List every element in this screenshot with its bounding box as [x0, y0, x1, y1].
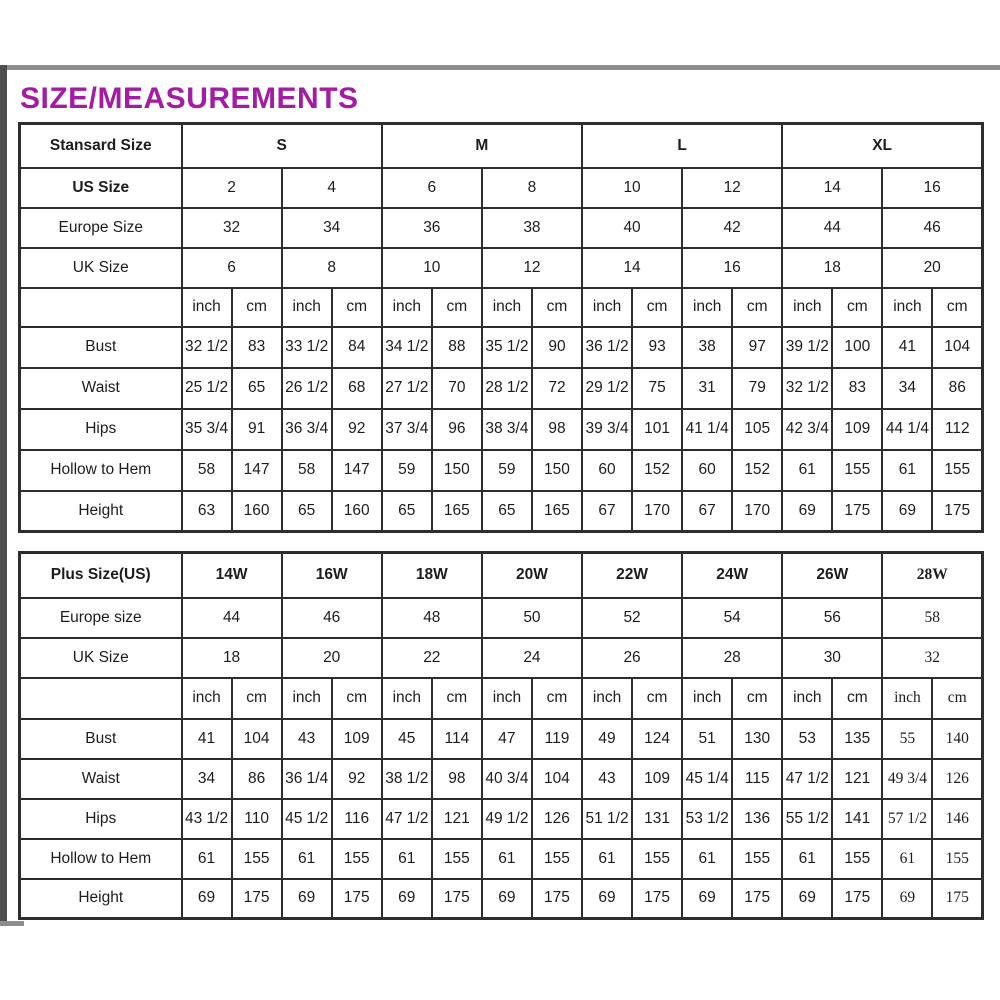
value-cell: 109: [632, 759, 682, 799]
value-cell: 135: [832, 719, 882, 759]
value-cell: 165: [532, 491, 582, 532]
value-cell: 175: [632, 879, 682, 919]
size-value-cell: 36: [382, 208, 482, 248]
unit-cell: cm: [432, 678, 482, 719]
unit-cell: cm: [932, 288, 982, 327]
value-cell: 147: [332, 450, 382, 491]
size-value-cell: 40: [582, 208, 682, 248]
unit-cell: inch: [282, 678, 332, 719]
value-cell: 175: [932, 491, 982, 532]
value-cell: 92: [332, 409, 382, 450]
value-cell: 26 1/2: [282, 368, 332, 409]
value-cell: 115: [732, 759, 782, 799]
value-cell: 61: [782, 450, 832, 491]
value-cell: 96: [432, 409, 482, 450]
empty-cell: [20, 288, 182, 327]
value-cell: 60: [682, 450, 732, 491]
size-value-cell: 12: [482, 248, 582, 288]
value-cell: 104: [532, 759, 582, 799]
value-cell: 90: [532, 327, 582, 368]
value-cell: 69: [782, 491, 832, 532]
page-title: SIZE/MEASUREMENTS: [20, 82, 359, 115]
size-header-cell: M: [382, 124, 582, 168]
size-value-cell: 8: [282, 248, 382, 288]
plus-table: [18, 551, 984, 920]
unit-cell: cm: [332, 678, 382, 719]
row-label: Hollow to Hem: [20, 450, 182, 491]
size-conversion-row: [20, 248, 983, 288]
unit-cell: inch: [182, 288, 232, 327]
measurement-row: [20, 327, 983, 368]
size-header-cell: 28W: [882, 553, 982, 598]
value-cell: 59: [382, 450, 432, 491]
size-value-cell: 22: [382, 638, 482, 678]
measurement-row: [20, 491, 983, 532]
standard-size-table: [18, 122, 984, 533]
size-header-cell: 26W: [782, 553, 882, 598]
value-cell: 165: [432, 491, 482, 532]
value-cell: 105: [732, 409, 782, 450]
size-value-cell: 20: [282, 638, 382, 678]
value-cell: 98: [432, 759, 482, 799]
value-cell: 69: [682, 879, 732, 919]
size-value-cell: 48: [382, 598, 482, 638]
unit-cell: inch: [282, 288, 332, 327]
value-cell: 31: [682, 368, 732, 409]
value-cell: 44 1/4: [882, 409, 932, 450]
size-header-cell: S: [182, 124, 382, 168]
value-cell: 61: [282, 839, 332, 879]
unit-cell: inch: [582, 288, 632, 327]
size-value-cell: 12: [682, 168, 782, 208]
value-cell: 68: [332, 368, 382, 409]
size-header-cell: 14W: [182, 553, 282, 598]
value-cell: 93: [632, 327, 682, 368]
size-conversion-row: [20, 168, 983, 208]
unit-cell: cm: [732, 288, 782, 327]
row-label: Bust: [20, 327, 182, 368]
size-value-cell: 18: [182, 638, 282, 678]
value-cell: 88: [432, 327, 482, 368]
size-value-cell: 54: [682, 598, 782, 638]
row-label: UK Size: [20, 638, 182, 678]
size-value-cell: 50: [482, 598, 582, 638]
value-cell: 61: [782, 839, 832, 879]
value-cell: 69: [882, 879, 932, 919]
size-header-row: [20, 553, 983, 598]
value-cell: 109: [832, 409, 882, 450]
unit-cell: inch: [682, 288, 732, 327]
size-value-cell: 14: [782, 168, 882, 208]
value-cell: 155: [932, 839, 982, 879]
value-cell: 29 1/2: [582, 368, 632, 409]
value-cell: 43 1/2: [182, 799, 232, 839]
value-cell: 175: [332, 879, 382, 919]
value-cell: 86: [932, 368, 982, 409]
size-value-cell: 14: [582, 248, 682, 288]
value-cell: 160: [232, 491, 282, 532]
value-cell: 65: [232, 368, 282, 409]
value-cell: 70: [432, 368, 482, 409]
size-value-cell: 16: [882, 168, 982, 208]
value-cell: 69: [582, 879, 632, 919]
unit-cell: cm: [932, 678, 982, 719]
unit-cell: cm: [532, 288, 582, 327]
value-cell: 61: [882, 839, 932, 879]
size-conversion-row: [20, 598, 983, 638]
value-cell: 72: [532, 368, 582, 409]
size-header-cell: XL: [782, 124, 982, 168]
standard-table: [18, 122, 984, 533]
value-cell: 58: [282, 450, 332, 491]
unit-cell: cm: [532, 678, 582, 719]
size-value-cell: 24: [482, 638, 582, 678]
size-header-cell: 22W: [582, 553, 682, 598]
value-cell: 126: [932, 759, 982, 799]
unit-cell: cm: [732, 678, 782, 719]
unit-cell: cm: [832, 288, 882, 327]
value-cell: 114: [432, 719, 482, 759]
row-label: Hips: [20, 799, 182, 839]
value-cell: 69: [382, 879, 432, 919]
value-cell: 38 3/4: [482, 409, 532, 450]
value-cell: 150: [532, 450, 582, 491]
size-value-cell: 26: [582, 638, 682, 678]
value-cell: 155: [832, 839, 882, 879]
value-cell: 61: [482, 839, 532, 879]
value-cell: 155: [632, 839, 682, 879]
value-cell: 49: [582, 719, 632, 759]
value-cell: 75: [632, 368, 682, 409]
measurement-row: [20, 879, 983, 919]
value-cell: 25 1/2: [182, 368, 232, 409]
value-cell: 155: [332, 839, 382, 879]
value-cell: 34: [882, 368, 932, 409]
value-cell: 51 1/2: [582, 799, 632, 839]
unit-cell: cm: [432, 288, 482, 327]
value-cell: 47: [482, 719, 532, 759]
unit-cell: inch: [782, 678, 832, 719]
value-cell: 79: [732, 368, 782, 409]
value-cell: 119: [532, 719, 582, 759]
size-value-cell: 44: [782, 208, 882, 248]
value-cell: 69: [182, 879, 232, 919]
size-value-cell: 46: [882, 208, 982, 248]
value-cell: 101: [632, 409, 682, 450]
value-cell: 65: [282, 491, 332, 532]
value-cell: 175: [732, 879, 782, 919]
value-cell: 41: [182, 719, 232, 759]
measurement-row: [20, 450, 983, 491]
value-cell: 110: [232, 799, 282, 839]
value-cell: 121: [432, 799, 482, 839]
unit-cell: inch: [782, 288, 832, 327]
measurement-row: [20, 759, 983, 799]
unit-cell: inch: [682, 678, 732, 719]
size-conversion-row: [20, 638, 983, 678]
value-cell: 45 1/2: [282, 799, 332, 839]
size-value-cell: 30: [782, 638, 882, 678]
row-label: Waist: [20, 368, 182, 409]
row-label: Height: [20, 491, 182, 532]
value-cell: 124: [632, 719, 682, 759]
value-cell: 61: [382, 839, 432, 879]
value-cell: 60: [582, 450, 632, 491]
value-cell: 69: [282, 879, 332, 919]
row-label: Europe size: [20, 598, 182, 638]
value-cell: 121: [832, 759, 882, 799]
value-cell: 175: [532, 879, 582, 919]
unit-cell: inch: [482, 288, 532, 327]
row-label: Bust: [20, 719, 182, 759]
value-cell: 152: [632, 450, 682, 491]
size-header-cell: 24W: [682, 553, 782, 598]
size-header-cell: 18W: [382, 553, 482, 598]
value-cell: 147: [232, 450, 282, 491]
value-cell: 152: [732, 450, 782, 491]
value-cell: 38: [682, 327, 732, 368]
value-cell: 39 3/4: [582, 409, 632, 450]
value-cell: 69: [482, 879, 532, 919]
value-cell: 39 1/2: [782, 327, 832, 368]
size-header-cell: 20W: [482, 553, 582, 598]
value-cell: 116: [332, 799, 382, 839]
value-cell: 109: [332, 719, 382, 759]
value-cell: 112: [932, 409, 982, 450]
value-cell: 36 3/4: [282, 409, 332, 450]
size-value-cell: 10: [582, 168, 682, 208]
unit-cell: inch: [382, 288, 432, 327]
size-header-cell: L: [582, 124, 782, 168]
value-cell: 155: [432, 839, 482, 879]
row-label: Hips: [20, 409, 182, 450]
value-cell: 155: [532, 839, 582, 879]
value-cell: 175: [832, 491, 882, 532]
value-cell: 150: [432, 450, 482, 491]
unit-cell: inch: [382, 678, 432, 719]
row-label: US Size: [20, 168, 182, 208]
value-cell: 155: [832, 450, 882, 491]
value-cell: 32 1/2: [782, 368, 832, 409]
plus-size-table: [18, 551, 984, 920]
value-cell: 27 1/2: [382, 368, 432, 409]
value-cell: 126: [532, 799, 582, 839]
value-cell: 136: [732, 799, 782, 839]
value-cell: 140: [932, 719, 982, 759]
value-cell: 34 1/2: [382, 327, 432, 368]
photo-frame-top-edge: [0, 65, 1000, 70]
value-cell: 63: [182, 491, 232, 532]
unit-row: [20, 288, 983, 327]
size-value-cell: 10: [382, 248, 482, 288]
value-cell: 35 1/2: [482, 327, 532, 368]
size-value-cell: 6: [182, 248, 282, 288]
value-cell: 53 1/2: [682, 799, 732, 839]
value-cell: 61: [182, 839, 232, 879]
value-cell: 146: [932, 799, 982, 839]
row-label: UK Size: [20, 248, 182, 288]
value-cell: 67: [682, 491, 732, 532]
size-conversion-row: [20, 208, 983, 248]
value-cell: 28 1/2: [482, 368, 532, 409]
table-header-label: Stansard Size: [20, 124, 182, 168]
value-cell: 53: [782, 719, 832, 759]
value-cell: 45: [382, 719, 432, 759]
unit-cell: cm: [232, 678, 282, 719]
measurement-row: [20, 368, 983, 409]
row-label: Europe Size: [20, 208, 182, 248]
value-cell: 40 3/4: [482, 759, 532, 799]
size-header-cell: 16W: [282, 553, 382, 598]
value-cell: 57 1/2: [882, 799, 932, 839]
value-cell: 36 1/4: [282, 759, 332, 799]
value-cell: 170: [732, 491, 782, 532]
row-label: Hollow to Hem: [20, 839, 182, 879]
size-value-cell: 52: [582, 598, 682, 638]
value-cell: 175: [432, 879, 482, 919]
value-cell: 69: [882, 491, 932, 532]
size-value-cell: 34: [282, 208, 382, 248]
value-cell: 98: [532, 409, 582, 450]
size-value-cell: 44: [182, 598, 282, 638]
size-value-cell: 46: [282, 598, 382, 638]
unit-cell: inch: [882, 678, 932, 719]
value-cell: 104: [932, 327, 982, 368]
unit-cell: cm: [632, 678, 682, 719]
value-cell: 84: [332, 327, 382, 368]
unit-row: [20, 678, 983, 719]
value-cell: 92: [332, 759, 382, 799]
row-label: Waist: [20, 759, 182, 799]
value-cell: 34: [182, 759, 232, 799]
measurement-row: [20, 409, 983, 450]
value-cell: 49 1/2: [482, 799, 532, 839]
value-cell: 51: [682, 719, 732, 759]
value-cell: 130: [732, 719, 782, 759]
value-cell: 175: [932, 879, 982, 919]
measurement-row: [20, 719, 983, 759]
unit-cell: cm: [632, 288, 682, 327]
value-cell: 61: [682, 839, 732, 879]
value-cell: 155: [732, 839, 782, 879]
value-cell: 41: [882, 327, 932, 368]
unit-cell: cm: [832, 678, 882, 719]
value-cell: 155: [232, 839, 282, 879]
unit-cell: inch: [182, 678, 232, 719]
value-cell: 65: [382, 491, 432, 532]
value-cell: 69: [782, 879, 832, 919]
value-cell: 36 1/2: [582, 327, 632, 368]
value-cell: 37 3/4: [382, 409, 432, 450]
value-cell: 33 1/2: [282, 327, 332, 368]
value-cell: 35 3/4: [182, 409, 232, 450]
value-cell: 86: [232, 759, 282, 799]
size-value-cell: 32: [882, 638, 982, 678]
value-cell: 83: [832, 368, 882, 409]
unit-cell: cm: [332, 288, 382, 327]
size-value-cell: 56: [782, 598, 882, 638]
row-label: Height: [20, 879, 182, 919]
unit-cell: inch: [482, 678, 532, 719]
value-cell: 58: [182, 450, 232, 491]
value-cell: 49 3/4: [882, 759, 932, 799]
value-cell: 47 1/2: [382, 799, 432, 839]
photo-frame-left-edge: [0, 65, 7, 923]
measurement-row: [20, 799, 983, 839]
value-cell: 65: [482, 491, 532, 532]
value-cell: 32 1/2: [182, 327, 232, 368]
value-cell: 41 1/4: [682, 409, 732, 450]
value-cell: 43: [282, 719, 332, 759]
size-value-cell: 20: [882, 248, 982, 288]
value-cell: 61: [582, 839, 632, 879]
value-cell: 45 1/4: [682, 759, 732, 799]
value-cell: 42 3/4: [782, 409, 832, 450]
value-cell: 175: [232, 879, 282, 919]
value-cell: 104: [232, 719, 282, 759]
size-value-cell: 42: [682, 208, 782, 248]
value-cell: 43: [582, 759, 632, 799]
value-cell: 55: [882, 719, 932, 759]
value-cell: 175: [832, 879, 882, 919]
value-cell: 91: [232, 409, 282, 450]
size-value-cell: 28: [682, 638, 782, 678]
measurement-row: [20, 839, 983, 879]
value-cell: 131: [632, 799, 682, 839]
value-cell: 38 1/2: [382, 759, 432, 799]
value-cell: 61: [882, 450, 932, 491]
size-value-cell: 2: [182, 168, 282, 208]
size-value-cell: 32: [182, 208, 282, 248]
empty-cell: [20, 678, 182, 719]
value-cell: 100: [832, 327, 882, 368]
value-cell: 67: [582, 491, 632, 532]
size-value-cell: 4: [282, 168, 382, 208]
value-cell: 83: [232, 327, 282, 368]
size-value-cell: 38: [482, 208, 582, 248]
value-cell: 170: [632, 491, 682, 532]
size-header-row: [20, 124, 983, 168]
unit-cell: cm: [232, 288, 282, 327]
size-value-cell: 58: [882, 598, 982, 638]
unit-cell: inch: [882, 288, 932, 327]
size-value-cell: 8: [482, 168, 582, 208]
size-value-cell: 16: [682, 248, 782, 288]
value-cell: 141: [832, 799, 882, 839]
value-cell: 155: [932, 450, 982, 491]
value-cell: 55 1/2: [782, 799, 832, 839]
table-header-label: Plus Size(US): [20, 553, 182, 598]
value-cell: 97: [732, 327, 782, 368]
value-cell: 47 1/2: [782, 759, 832, 799]
photo-frame-corner: [0, 921, 24, 926]
unit-cell: inch: [582, 678, 632, 719]
value-cell: 59: [482, 450, 532, 491]
size-value-cell: 18: [782, 248, 882, 288]
value-cell: 160: [332, 491, 382, 532]
size-value-cell: 6: [382, 168, 482, 208]
